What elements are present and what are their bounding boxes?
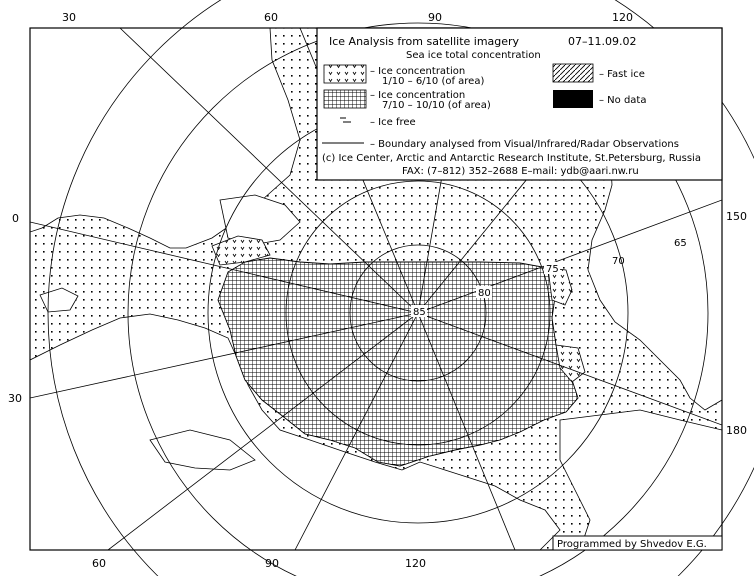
- legend-swatch-fast-ice: [553, 64, 593, 82]
- legend-title: Ice Analysis from satellite imagery: [329, 35, 520, 48]
- legend-boundary: – Boundary analysed from Visual/Infrared/Radar Observations: [370, 139, 679, 150]
- lat-label-65: 65: [674, 238, 687, 249]
- legend-swatch-high-conc: [324, 90, 366, 108]
- lat-label-85: 85: [413, 307, 426, 318]
- programmer-credit: Programmed by Shvedov E.G.: [557, 539, 707, 550]
- lat-label-70: 70: [612, 256, 625, 267]
- lon-bottom-60: 60: [92, 557, 106, 570]
- lon-bottom-120: 120: [405, 557, 426, 570]
- legend-ice-free: – Ice free: [370, 117, 416, 128]
- legend-low-conc-line1: – Ice concentration: [370, 66, 466, 77]
- lon-right-150: 150: [726, 210, 747, 223]
- legend-dates: 07–11.09.02: [568, 35, 637, 48]
- legend-credit: (c) Ice Center, Arctic and Antarctic Research Institute, St.Petersburg, Russia: [322, 153, 701, 164]
- legend-high-conc-line1: – Ice concentration: [370, 90, 466, 101]
- lon-left-0: 0: [12, 212, 19, 225]
- legend-box: [317, 28, 722, 180]
- legend-no-data: – No data: [599, 95, 647, 106]
- legend-contact: FAX: (7–812) 352–2688 E–mail: ydb@aari.nw.ru: [402, 166, 639, 177]
- lat-label-75: 75: [546, 264, 559, 275]
- programmer-credit-box: [553, 536, 722, 550]
- legend-high-conc-line2: 7/10 – 10/10 (of area): [382, 100, 491, 111]
- legend-swatch-no-data: [553, 90, 593, 108]
- lon-left-30: 30: [8, 392, 22, 405]
- legend-low-conc-line2: 1/10 – 6/10 (of area): [382, 76, 485, 87]
- lon-top-120: 120: [612, 11, 633, 24]
- lon-bottom-90: 90: [265, 557, 279, 570]
- legend-subtitle: Sea ice total concentration: [406, 50, 541, 61]
- legend-swatch-low-conc: [324, 65, 366, 83]
- lon-right-180: 180: [726, 424, 747, 437]
- lon-top-90: 90: [428, 11, 442, 24]
- lon-top-60: 60: [264, 11, 278, 24]
- legend-fast-ice: – Fast ice: [599, 69, 645, 80]
- lon-top-30: 30: [62, 11, 76, 24]
- lat-label-80: 80: [478, 288, 491, 299]
